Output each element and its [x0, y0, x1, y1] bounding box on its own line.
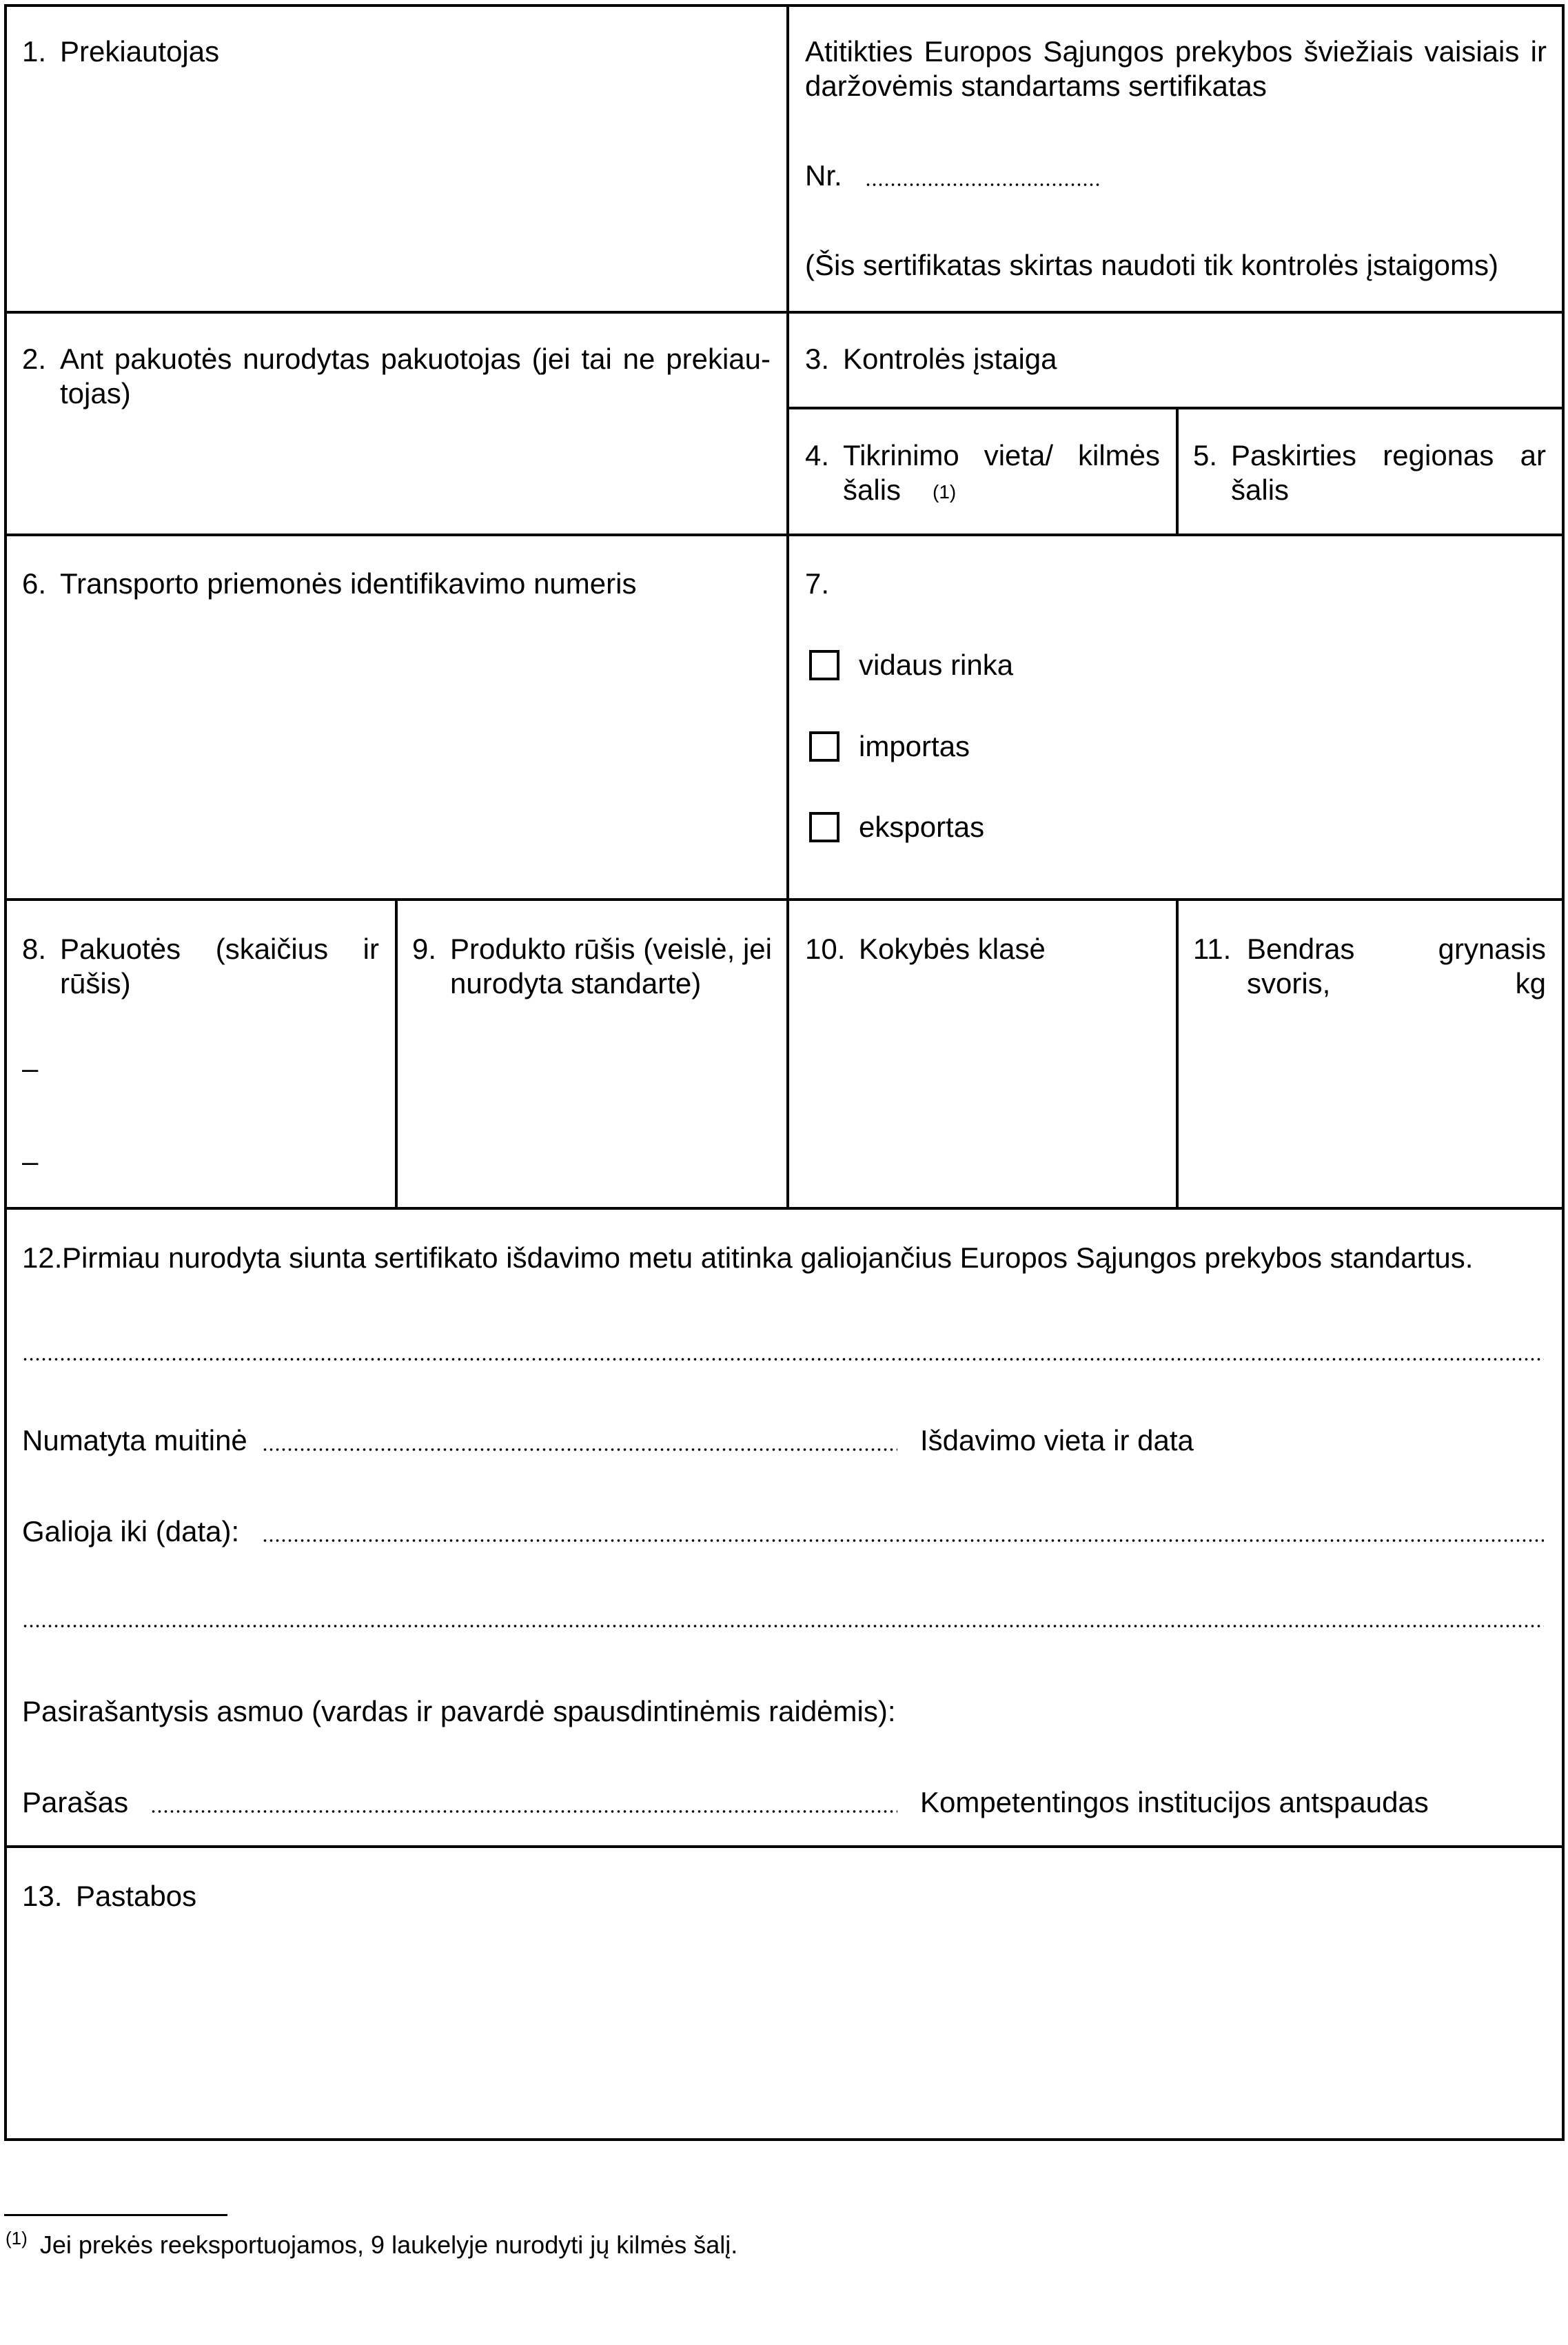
footnote — [6, 2228, 737, 2262]
box2-number: 2. — [22, 343, 47, 375]
option-import: importas — [859, 730, 970, 762]
row-divider-3 — [4, 898, 1565, 901]
divider-8-9 — [395, 898, 398, 1210]
box8-packages — [22, 932, 379, 1001]
box12-statement: Pirmiau nurodyta siunta sertifikato išdavimo metu atitinka galiojančius Europos Sąjungos prekybos standartus. — [62, 1241, 1474, 1274]
extra-line[interactable] — [22, 1625, 1544, 1627]
box4-label: Tikrinimo vieta/ kilmės šalis — [843, 439, 1160, 506]
box11-net-weight — [1193, 932, 1546, 1001]
box13-remarks: Pastabos — [76, 1880, 197, 1912]
signature-field[interactable] — [150, 1810, 897, 1813]
box3-number: 3. — [805, 343, 830, 375]
valid-until-field[interactable] — [262, 1539, 1544, 1542]
box11-label: Bendras grynasis svoris, kg — [1247, 933, 1546, 999]
form-border-left — [4, 4, 7, 2141]
box7-number: 7. — [805, 567, 830, 600]
certificate-number-label: Nr. — [805, 159, 842, 192]
box6-vehicle-id: Transporto priemonės identifikavimo numeris — [60, 567, 637, 600]
form-border-right — [1562, 4, 1565, 2141]
row-divider-5 — [4, 1845, 1565, 1848]
box1-number: 1. — [22, 35, 47, 68]
authority-stamp-label: Kompetentingos institucijos antspaudas — [920, 1786, 1429, 1818]
option-domestic-market: vidaus rinka — [859, 649, 1014, 681]
issue-place-date-label: Išdavimo vieta ir data — [920, 1424, 1194, 1456]
box5-number: 5. — [1193, 439, 1218, 471]
form-border-top — [4, 4, 1565, 7]
box10-quality-class: Kokybės klasė — [859, 933, 1046, 965]
column-divider-main — [786, 4, 789, 1210]
box2-label: Ant pakuotės nurodytas pakuotojas (jei tai ne prekiau-tojas) — [60, 343, 771, 409]
row-divider-2 — [4, 534, 1565, 536]
box6-number: 6. — [22, 567, 47, 600]
box9-product-type — [412, 932, 772, 1001]
footnote-marker: (1) — [6, 2228, 28, 2248]
certificate-title: Atitikties Europos Sąjungos prekybos šviežiais vaisiais ir daržovėmis standartams sertifikatas — [805, 35, 1547, 102]
box8-dash-2: – — [22, 1145, 39, 1177]
signatory-name-label: Pasirašantysis asmuo (vardas ir pavardė spausdintinėmis raidėmis): — [22, 1695, 896, 1727]
box5-destination — [1193, 438, 1546, 507]
box8-number: 8. — [22, 933, 47, 965]
checkbox-domestic-market[interactable] — [809, 650, 839, 680]
box8-dash-1: – — [22, 1052, 39, 1084]
statement-line[interactable] — [22, 1358, 1544, 1361]
row-divider-4 — [4, 1207, 1565, 1210]
box12-number: 12. — [22, 1241, 63, 1274]
divider-10-11 — [1176, 898, 1179, 1210]
row-divider-1 — [4, 311, 1565, 314]
checkbox-import[interactable] — [809, 731, 839, 762]
certificate-number-field[interactable] — [865, 183, 1099, 186]
box13-number: 13. — [22, 1880, 63, 1912]
box4-number: 4. — [805, 439, 830, 471]
checkbox-export[interactable] — [809, 812, 839, 842]
footnote-text: Jei prekės reeksportuojamos, 9 laukelyje nurodyti jų kilmės šalį. — [39, 2231, 738, 2259]
box5-label: Paskirties regionas ar šalis — [1231, 439, 1546, 506]
box1-trader-label: Prekiautojas — [60, 35, 220, 68]
signature-label: Parašas — [22, 1786, 129, 1818]
option-export: eksportas — [859, 811, 985, 843]
box4-inspection-place: 4. Tikrinimo vieta/ kilmės šalis (1) — [805, 439, 1160, 506]
box3-inspection-body: Kontrolės įstaiga — [843, 343, 1057, 375]
valid-until-label: Galioja iki (data): — [22, 1515, 240, 1547]
box2-packer — [22, 342, 771, 411]
customs-label: Numatyta muitinė — [22, 1424, 247, 1456]
divider-4-5 — [1176, 407, 1179, 535]
form-border-bottom — [4, 2138, 1565, 2141]
box11-number: 11. — [1193, 933, 1232, 965]
box8-label: Pakuotės (skaičius ir rūšis) — [60, 933, 379, 999]
box10-number: 10. — [805, 933, 846, 965]
footnote-separator — [4, 2214, 227, 2216]
customs-field[interactable] — [262, 1448, 897, 1451]
box9-label: Produkto rūšis (veislė, jei nurodyta standarte) — [450, 933, 772, 999]
certificate-usage-note: (Šis sertifikatas skirtas naudoti tik kontrolės įstaigoms) — [805, 249, 1499, 281]
box9-number: 9. — [412, 933, 437, 965]
